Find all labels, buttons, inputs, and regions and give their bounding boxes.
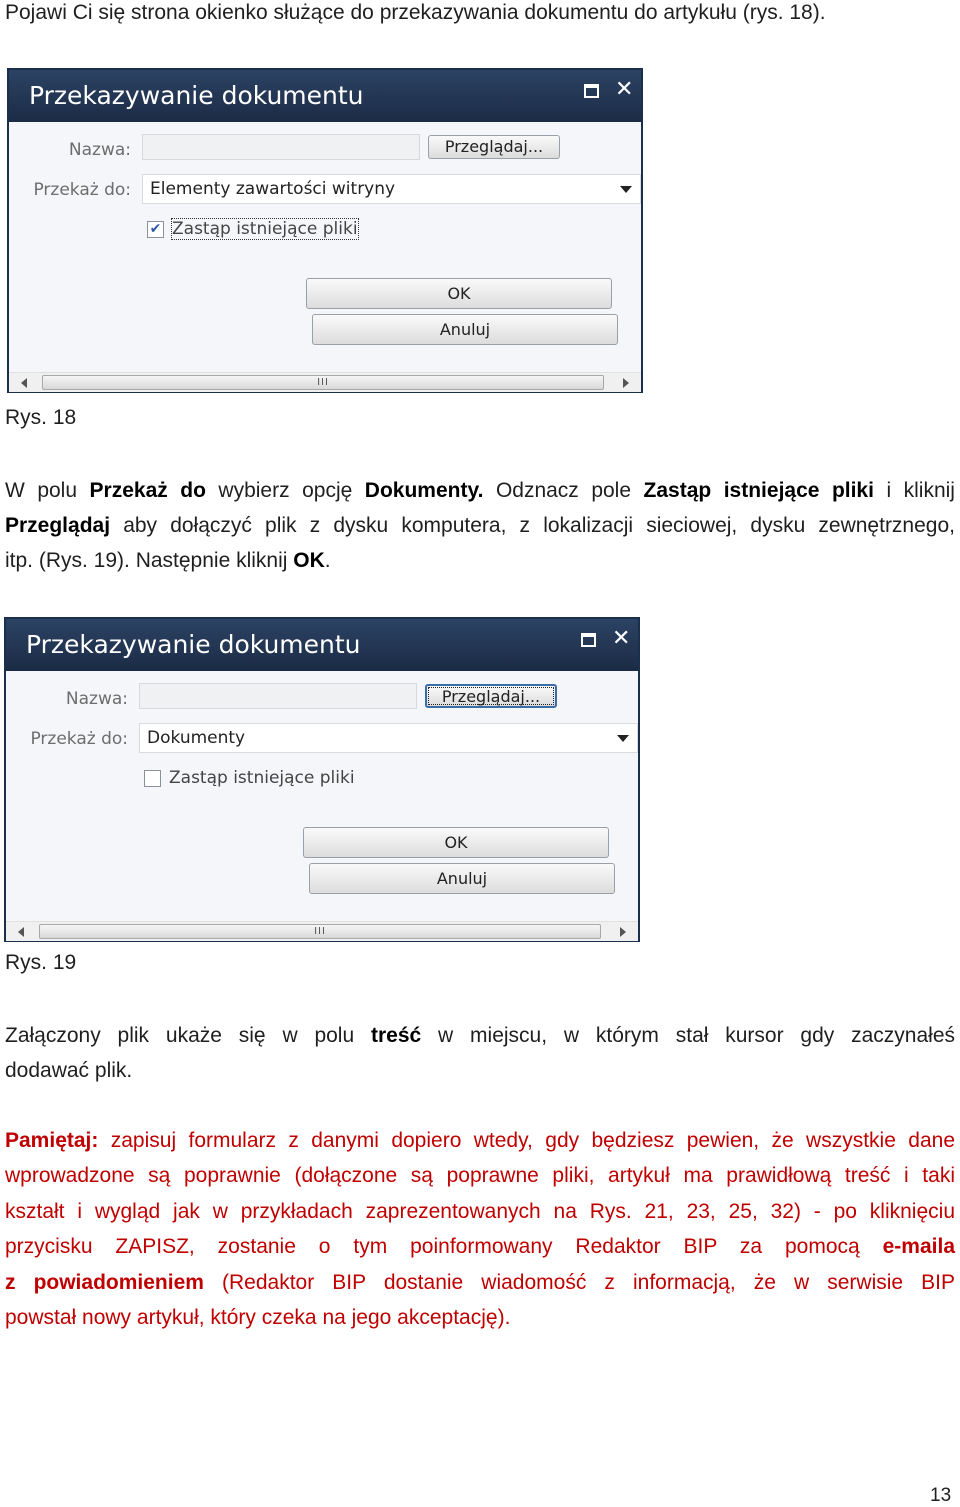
bold-span: e-maila <box>882 1235 955 1258</box>
text-span: przycisku ZAPISZ, zostanie o tym poinformowany Redaktor BIP za pomocą <box>5 1235 883 1258</box>
destination-label: Przekaż do: <box>33 180 131 200</box>
name-input[interactable] <box>142 134 420 160</box>
text-span: wprowadzone są poprawnie (dołączone są poprawne pliki, artykuł ma prawidłową treść i taki <box>5 1164 955 1187</box>
figure-caption-18: Rys. 18 <box>5 406 77 429</box>
figure-caption-19: Rys. 19 <box>5 951 77 974</box>
destination-select[interactable] <box>142 174 641 204</box>
attachment-paragraph-line2 <box>5 1053 955 1088</box>
upload-dialog-fig18 <box>7 68 643 393</box>
intro-paragraph: Pojawi Ci się strona okienko służące do przekazywania dokumentu do artykułu (rys. 18). <box>5 1 826 24</box>
bold-span: Przekaż do <box>89 479 206 502</box>
overwrite-checkbox[interactable] <box>147 221 164 238</box>
attachment-paragraph <box>5 1018 955 1053</box>
overwrite-label[interactable]: Zastąp istniejące pliki <box>169 768 355 788</box>
browse-button[interactable]: Przeglądaj... <box>428 135 560 159</box>
horizontal-scrollbar[interactable] <box>6 921 638 941</box>
close-icon[interactable]: ✕ <box>615 77 634 102</box>
name-input[interactable] <box>139 683 417 709</box>
instruction-paragraph-line3 <box>5 543 955 578</box>
dialog-body <box>6 671 638 921</box>
scroll-right-icon[interactable] <box>623 378 629 388</box>
text-span: i kliknij <box>873 479 955 502</box>
text-span: W polu <box>5 479 90 502</box>
text-span: zapisuj formularz z danymi dopiero wtedy, gdy będziesz pewien, że wszystkie dane <box>98 1129 955 1152</box>
warning-paragraph-line5 <box>5 1265 955 1300</box>
chevron-down-icon <box>620 186 632 193</box>
destination-value: Dokumenty <box>147 728 246 748</box>
overwrite-checkbox[interactable] <box>144 770 161 787</box>
bold-span: treść <box>371 1024 422 1047</box>
checkmark-icon: ✔ <box>149 221 162 237</box>
warning-paragraph-line6 <box>5 1300 955 1335</box>
dialog-body <box>9 122 641 372</box>
bold-span: Dokumenty. <box>364 479 484 502</box>
text-span: itp. (Rys. 19). Następnie kliknij <box>5 549 294 572</box>
text-span: aby dołączyć plik z dysku komputera, z lokalizacji sieciowej, dysku zewnętrznego, <box>110 514 955 537</box>
ok-button[interactable]: OK <box>306 278 612 309</box>
maximize-icon[interactable] <box>581 633 596 647</box>
destination-label: Przekaż do: <box>30 729 128 749</box>
bold-span: Zastąp istniejące pliki <box>643 479 874 502</box>
scroll-left-icon[interactable] <box>18 927 24 937</box>
destination-select[interactable] <box>139 723 638 753</box>
warning-paragraph-line4 <box>5 1229 955 1264</box>
bold-span: OK <box>293 549 325 572</box>
ok-button[interactable]: OK <box>303 827 609 858</box>
warning-paragraph-line1 <box>5 1123 955 1158</box>
scroll-right-icon[interactable] <box>620 927 626 937</box>
dialog-title-bar <box>6 619 638 671</box>
text-span: powstał nowy artykuł, który czeka na jego akceptację). <box>5 1306 511 1329</box>
upload-dialog-fig19 <box>4 617 640 942</box>
instruction-paragraph-line2 <box>5 508 955 543</box>
destination-value: Elementy zawartości witryny <box>150 179 396 199</box>
cancel-button[interactable]: Anuluj <box>309 863 615 894</box>
overwrite-label[interactable]: Zastąp istniejące pliki <box>172 219 358 239</box>
page-number: 13 <box>930 1485 952 1506</box>
chevron-down-icon <box>617 735 629 742</box>
text-span: kształt i wygląd jak w przykładach zaprezentowanych na Rys. 21, 23, 25, 32) - po kliknięciu <box>5 1200 955 1223</box>
browse-button[interactable]: Przeglądaj... <box>425 684 557 708</box>
text-span: Odznacz pole <box>483 479 644 502</box>
instruction-paragraph <box>5 473 955 508</box>
name-label: Nazwa: <box>68 140 131 160</box>
text-span: wybierz opcję <box>205 479 365 502</box>
bold-span: z powiadomieniem <box>5 1271 204 1294</box>
horizontal-scrollbar[interactable] <box>9 372 641 392</box>
scroll-left-icon[interactable] <box>21 378 27 388</box>
text-span: w miejscu, w którym stał kursor gdy zaczynałeś <box>421 1024 956 1047</box>
bold-span: Przeglądaj <box>5 514 111 537</box>
warning-label: Pamiętaj: <box>5 1129 99 1152</box>
text-span: dodawać plik. <box>5 1059 133 1082</box>
maximize-icon[interactable] <box>584 84 599 98</box>
warning-paragraph-line3 <box>5 1194 955 1229</box>
text-span: Załączony plik ukaże się w polu <box>5 1024 371 1047</box>
name-label: Nazwa: <box>65 689 128 709</box>
scroll-thumb[interactable]: III <box>39 924 601 939</box>
dialog-title-bar <box>9 70 641 122</box>
text-span: . <box>324 549 331 572</box>
scroll-thumb[interactable]: III <box>42 375 604 390</box>
close-icon[interactable]: ✕ <box>612 626 631 651</box>
dialog-title: Przekazywanie dokumentu <box>26 630 361 659</box>
text-span: (Redaktor BIP dostanie wiadomość z informacją, że w serwisie BIP <box>203 1271 955 1294</box>
cancel-button[interactable]: Anuluj <box>312 314 618 345</box>
warning-paragraph-line2 <box>5 1158 955 1193</box>
dialog-title: Przekazywanie dokumentu <box>29 81 364 110</box>
